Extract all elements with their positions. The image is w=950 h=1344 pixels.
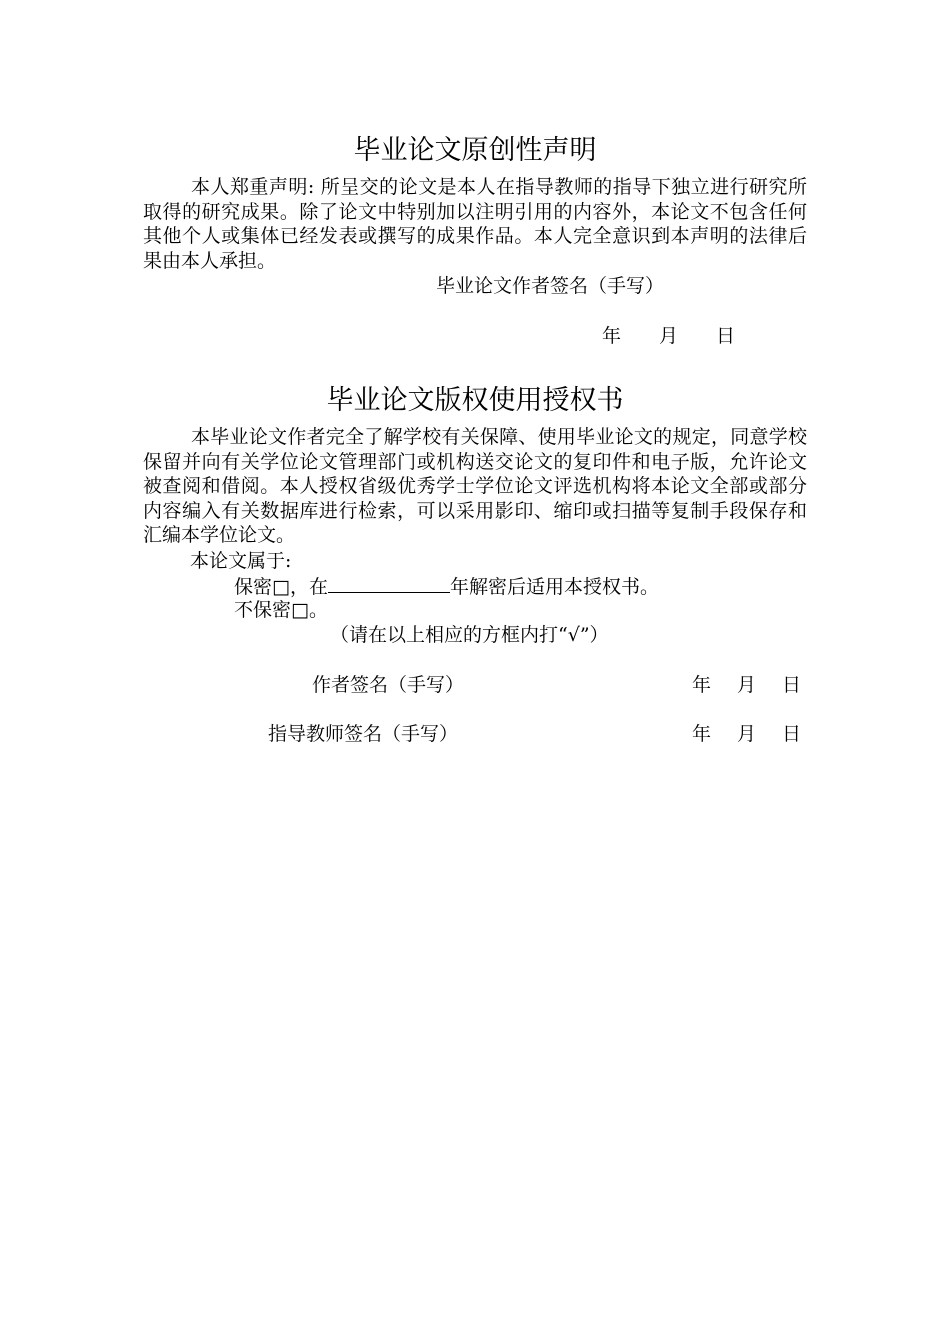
date-year: 年 <box>692 674 712 696</box>
not-confidential-option <box>234 598 328 622</box>
author-signature-label: 作者签名（手写） <box>312 674 465 696</box>
date-year: 年 <box>692 723 712 745</box>
date-month: 月 <box>659 325 679 347</box>
belongs-to-label: 本论文属于: <box>190 550 292 572</box>
not-confidential-end: 。 <box>308 599 328 621</box>
declaration-body: 本人郑重声明: 所呈交的论文是本人在指导教师的指导下独立进行研究所取得的研究成果。除了论文中特别加以注明引用的内容外，本论文不包含任何其他个人或集体已经发表或撰写的成果作品。本人完全意识到本声明的法律后果由本人承担。 <box>143 176 807 272</box>
not-confidential-checkbox[interactable]: □ <box>291 599 309 621</box>
declaration-signature-label: 毕业论文作者签名（手写） <box>436 275 665 297</box>
advisor-signature-date <box>692 722 801 746</box>
authorization-title: 毕业论文版权使用授权书 <box>326 385 624 416</box>
confidential-comma: ，在 <box>289 576 328 598</box>
declaration-date <box>602 324 735 348</box>
date-day: 日 <box>716 325 736 347</box>
date-month: 月 <box>737 723 757 745</box>
checkbox-instruction: （请在以上相应的方框内打“√”） <box>330 624 609 646</box>
date-day: 日 <box>782 723 802 745</box>
date-year: 年 <box>602 325 622 347</box>
advisor-signature-label: 指导教师签名（手写） <box>268 723 459 745</box>
confidential-option <box>234 574 659 599</box>
confidential-suffix: 年解密后适用本授权书。 <box>449 576 659 598</box>
not-confidential-label: 不保密 <box>234 599 292 621</box>
date-day: 日 <box>782 674 802 696</box>
date-month: 月 <box>737 674 757 696</box>
confidential-checkbox[interactable]: □ <box>272 576 290 598</box>
authorization-body: 本毕业论文作者完全了解学校有关保障、使用毕业论文的规定，同意学校保留并向有关学位论文管理部门或机构送交论文的复印件和电子版，允许论文被查阅和借阅。本人授权省级优秀学士学位论文评选机构将本论文全部或部分内容编入有关数据库进行检索，可以采用影印、缩印或扫描等复制手段保存和汇编本学位论文。 <box>143 426 807 546</box>
year-blank-field[interactable] <box>328 574 450 593</box>
declaration-title: 毕业论文原创性声明 <box>353 135 597 166</box>
author-signature-date <box>692 673 801 697</box>
confidential-label: 保密 <box>234 576 273 598</box>
